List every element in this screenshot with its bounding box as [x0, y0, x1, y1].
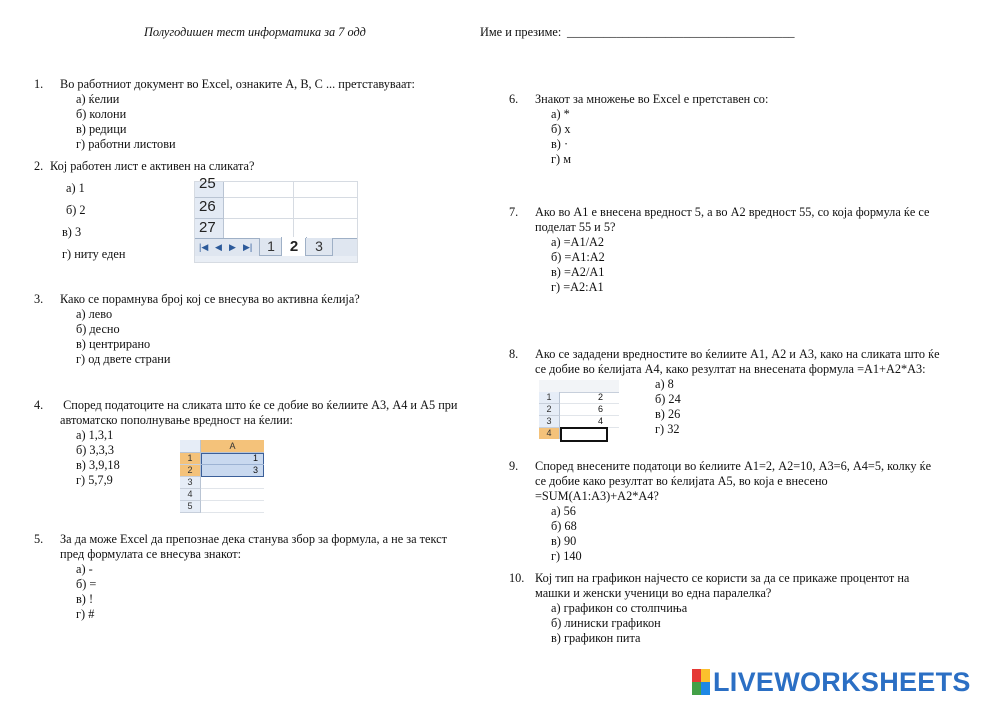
- row-header: 2: [539, 404, 560, 416]
- option-d[interactable]: г) од двете страни: [76, 352, 171, 366]
- row-header: 25: [199, 175, 216, 192]
- option-d[interactable]: г) 32: [655, 422, 680, 436]
- row-header: 4: [180, 489, 201, 501]
- sheet-tab-label: 3: [315, 238, 323, 254]
- option-c[interactable]: в) ·: [551, 137, 569, 151]
- question-text-line-2: се добие во ќелијата А4, како резултат на внесената формула =А1+А2*А3:: [535, 362, 926, 376]
- option-a[interactable]: а) *: [551, 107, 570, 121]
- option-b[interactable]: б) 68: [551, 519, 577, 533]
- active-cell-a4[interactable]: [560, 427, 608, 442]
- row-header: 4: [539, 428, 560, 439]
- option-a[interactable]: а) 1: [66, 181, 85, 195]
- option-b[interactable]: б) =А1:А2: [551, 250, 605, 264]
- question-text: Кој работен лист е активен на сликата?: [50, 159, 255, 173]
- question-number: 9.: [509, 459, 519, 473]
- option-b[interactable]: б) десно: [76, 322, 120, 336]
- option-d[interactable]: г) работни листови: [76, 137, 176, 151]
- question-text-line-1: Ако се зададени вредностите во ќелиите А1, А2 и А3, како на сликата што ќе: [535, 347, 940, 361]
- option-d[interactable]: г) #: [76, 607, 95, 621]
- name-field-line[interactable]: _____________________________________: [567, 25, 795, 39]
- live-badge-icon: [692, 669, 710, 695]
- question-number: 6.: [509, 92, 519, 106]
- question-text: Знакот за множење во Excel е претставен со:: [535, 92, 769, 106]
- option-a[interactable]: а) 8: [655, 377, 674, 391]
- autofill-image: [180, 440, 264, 515]
- option-d[interactable]: г) 5,7,9: [76, 473, 113, 487]
- option-d[interactable]: г) 140: [551, 549, 582, 563]
- option-c[interactable]: в) редици: [76, 122, 127, 136]
- row-header: 2: [180, 465, 201, 477]
- question-text-line-2: машки и женски ученици во една паралелка?: [535, 586, 772, 600]
- row-header: 27: [199, 219, 216, 236]
- question-number: 5.: [34, 532, 44, 546]
- question-text-line-2: се добие како резултат во ќелијата А5, во која е внесено: [535, 474, 828, 488]
- option-a[interactable]: а) ќелии: [76, 92, 120, 106]
- row-header: 3: [180, 477, 201, 489]
- question-text-line-1: Според податоците на сликата што ќе се добие во ќелиите А3, А4 и А5 при: [60, 398, 458, 412]
- sheet-nav-prev-icon[interactable]: ◀: [215, 242, 222, 252]
- question-text-line-3: =SUM(A1:A3)+A2*A4?: [535, 489, 659, 503]
- option-a[interactable]: а) =А1/А2: [551, 235, 605, 249]
- question-text: Како се порамнува број кој се внесува во активна ќелија?: [60, 292, 360, 306]
- cell-a2: 6: [597, 404, 603, 414]
- sheet-nav-last-icon[interactable]: ▶|: [243, 242, 253, 252]
- option-c[interactable]: в) центрирано: [76, 337, 151, 351]
- sheet-tab-1[interactable]: [259, 238, 283, 256]
- question-number: 8.: [509, 347, 519, 361]
- sheet-tab-label: 1: [267, 238, 275, 254]
- option-b[interactable]: б) 3,3,3: [76, 443, 115, 457]
- cell-a1: 1: [252, 453, 258, 463]
- option-a[interactable]: а) 1,3,1: [76, 428, 114, 442]
- option-d[interactable]: г) м: [551, 152, 571, 166]
- question-text: Во работниот документ во Excel, ознаките А, В, С ... претставуваат:: [60, 77, 415, 91]
- column-header-a: A: [201, 440, 264, 453]
- question-text-line-1: Според внесените податоци во ќелиите А1=2, А2=10, А3=6, А4=5, колку ќе: [535, 459, 932, 473]
- question-number: 10.: [509, 571, 525, 585]
- question-number: 4.: [34, 398, 44, 412]
- question-number: 3.: [34, 292, 44, 306]
- option-a[interactable]: а) графикон со столпчиња: [551, 601, 688, 615]
- option-b[interactable]: б) колони: [76, 107, 127, 121]
- question-text-line-2: пред формулата се внесува знакот:: [60, 547, 242, 561]
- option-b[interactable]: б) х: [551, 122, 571, 136]
- option-c[interactable]: в) =А2/А1: [551, 265, 605, 279]
- liveworksheets-logo: [692, 669, 971, 695]
- cell-a2: 3: [252, 465, 258, 475]
- option-b[interactable]: б) =: [76, 577, 97, 591]
- sheet-nav-next-icon[interactable]: ▶: [229, 242, 236, 252]
- question-text-line-2: автоматско пополнување вредност на ќелии:: [60, 413, 293, 427]
- row-header: 26: [199, 198, 216, 215]
- question-text-line-2: поделат 55 и 5?: [535, 220, 616, 234]
- row-header: 1: [180, 453, 201, 465]
- row-header: 3: [539, 416, 560, 428]
- option-b[interactable]: б) 2: [66, 203, 86, 217]
- sheet-nav-first-icon[interactable]: |◀: [199, 242, 209, 252]
- option-c[interactable]: в) 3,9,18: [76, 458, 120, 472]
- test-title: Полугодишен тест информатика за 7 одд: [144, 25, 366, 39]
- option-c[interactable]: в) !: [76, 592, 94, 606]
- question-text-line-1: Ако во А1 е внесена вредност 5, а во А2 вредност 55, со која формула ќе се: [535, 205, 930, 219]
- option-a[interactable]: а) лево: [76, 307, 113, 321]
- question-number: 2.: [34, 159, 44, 173]
- option-a[interactable]: а) -: [76, 562, 93, 576]
- formula-cells-image: [539, 380, 619, 440]
- row-header: 1: [539, 392, 560, 404]
- option-d[interactable]: г) ниту еден: [62, 247, 126, 261]
- option-a[interactable]: а) 56: [551, 504, 576, 518]
- question-text-line-1: За да може Excel да препознае дека станува збор за формула, а не за текст: [60, 532, 448, 546]
- cell-a1: 2: [597, 392, 603, 402]
- logo-text: LIVEWORKSHEETS: [713, 667, 971, 697]
- name-label: Име и презиме:: [480, 25, 562, 39]
- question-number: 7.: [509, 205, 519, 219]
- option-b[interactable]: б) линиски графикон: [551, 616, 661, 630]
- option-c[interactable]: в) 3: [62, 225, 82, 239]
- option-c[interactable]: в) графикон пита: [551, 631, 641, 645]
- option-d[interactable]: г) =А2:А1: [551, 280, 604, 294]
- sheet-tab-label: 2: [289, 238, 299, 255]
- question-text-line-1: Кој тип на графикон најчесто се користи за да се прикаже процентот на: [535, 571, 910, 585]
- sheet-tab-3[interactable]: [305, 238, 333, 256]
- option-b[interactable]: б) 24: [655, 392, 681, 406]
- option-c[interactable]: в) 90: [551, 534, 577, 548]
- cell-a3: 4: [597, 416, 603, 426]
- sheet-tab-2-active[interactable]: [281, 237, 307, 257]
- row-header: 5: [180, 501, 201, 513]
- question-number: 1.: [34, 77, 44, 91]
- sheet-tabs-image: [194, 175, 358, 263]
- option-c[interactable]: в) 26: [655, 407, 681, 421]
